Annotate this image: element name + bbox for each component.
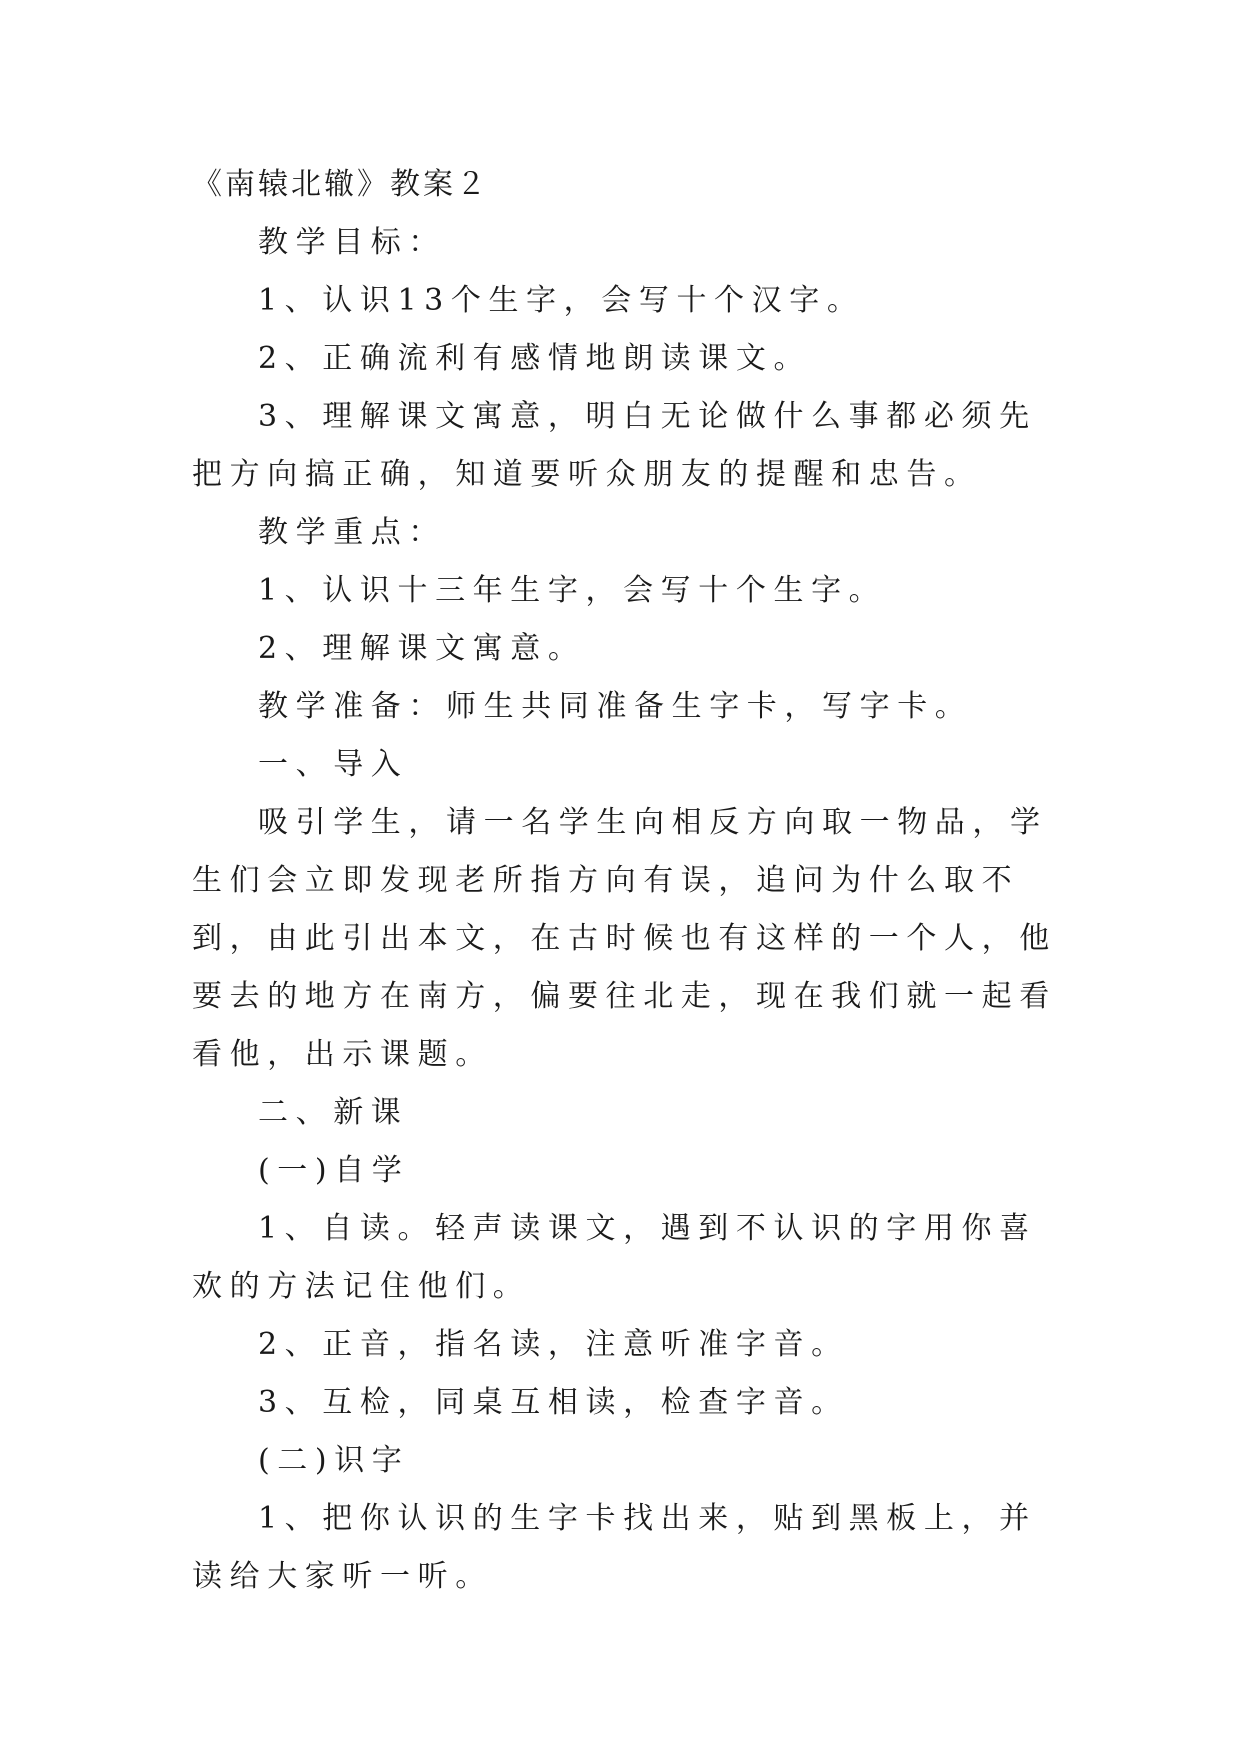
paragraph: 1、认识13个生字，会写十个汉字。 [258,283,865,318]
paragraph: 3、互检，同桌互相读，检查字音。 [258,1385,849,1420]
paragraph: 一、导入 [258,747,409,782]
document-body [192,156,1062,1606]
paragraph: 吸引学生，请一名学生向相反方向取一物品，学生们会立即发现老所指方向有误，追问为什么取不到，由此引出本文，在古时候也有这样的一个人，他要去的地方在南方，偏要往北走，现在我们就一起看看他，出示课题。 [192,805,1057,1072]
paragraph: 教学准备：师生共同准备生字卡，写字卡。 [258,689,973,724]
paragraph: 3、理解课文寓意，明白无论做什么事都必须先把方向搞正确，知道要听众朋友的提醒和忠告。 [192,399,1037,492]
paragraph: 1、把你认识的生字卡找出来，贴到黑板上，并读给大家听一听。 [192,1501,1037,1594]
paragraph: 二、新课 [258,1095,409,1130]
document-title: 《南辕北辙》教案２ [192,167,489,202]
paragraph: 1、自读。轻声读课文，遇到不认识的字用你喜欢的方法记住他们。 [192,1211,1037,1304]
paragraph: 教学重点： [258,515,446,550]
paragraph: 教学目标： [258,225,446,260]
paragraph: 2、理解课文寓意。 [258,631,586,666]
paragraph: 2、正音，指名读，注意听准字音。 [258,1327,849,1362]
paragraph: (二)识字 [258,1443,410,1478]
paragraph: (一)自学 [258,1153,410,1188]
paragraph: 2、正确流利有感情地朗读课文。 [258,341,812,376]
paragraph: 1、认识十三年生字，会写十个生字。 [258,573,887,608]
